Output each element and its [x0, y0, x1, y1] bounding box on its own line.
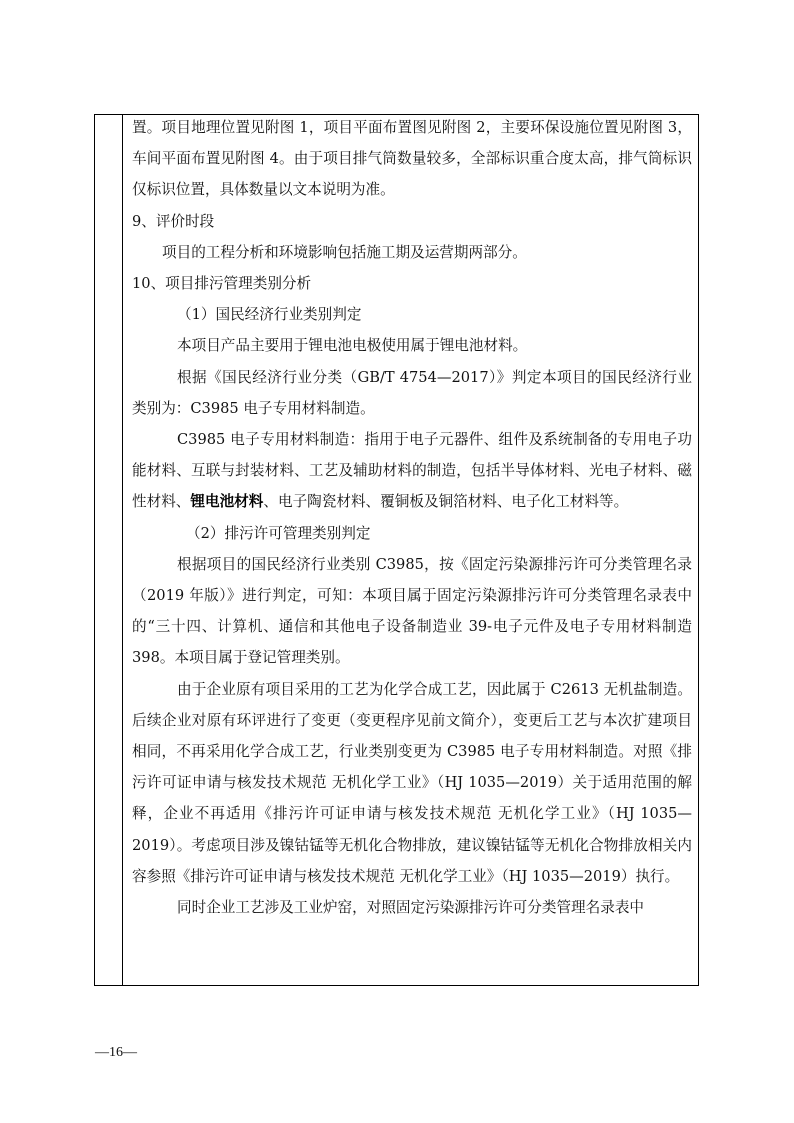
definition-text-before: C3985 电子专用材料制造：指用于电子元器件、组件及系统制备的专用电子功能材料、互联与封装材料、工艺及辅助材料的制造，包括半导体材料、光电子材料、磁性材料、 — [132, 431, 692, 511]
paragraph-c3985-definition — [132, 424, 692, 518]
paragraph-assessment-period: 项目的工程分析和环境影响包括施工期及运营期两部分。 — [162, 243, 527, 261]
paragraph-industry-classification: 根据《国民经济行业分类（GB/T 4754—2017）》判定本项目的国民经济行业类别为：C3985 电子专用材料制造。 — [132, 368, 692, 417]
subheading-industry-category: （1）国民经济行业类别判定 — [177, 306, 362, 324]
document-body — [132, 112, 692, 923]
definition-text-after: 、电子陶瓷材料、覆铜板及铜箔材料、电子化工材料等。 — [263, 493, 629, 511]
paragraph-industrial-kiln: 同时企业工艺涉及工业炉窑，对照固定污染源排污许可分类管理名录表中 — [177, 899, 645, 917]
paragraph-product-use: 本项目产品主要用于锂电池电极使用属于锂电池材料。 — [177, 337, 528, 355]
section-heading-9: 9、评价时段 — [132, 212, 215, 230]
highlighted-term: 锂电池材料 — [190, 493, 264, 511]
subheading-permit-category: （2）排污许可管理类别判定 — [186, 524, 371, 542]
section-heading-10: 10、项目排污管理类别分析 — [132, 275, 312, 293]
paragraph-permit-classification: 根据项目的国民经济行业类别 C3985，按《固定污染源排污许可分类管理名录（2019 年版）》进行判定，可知：本项目属于固定污染源排污许可分类管理名录表中的“三十四、计算机、通信和其他电子设备制造业 39-电子元件及电子专用材料制造 398。本项目属于登记管理类别。 — [132, 555, 692, 667]
table-column-divider — [122, 114, 123, 986]
page-number: —16— — [95, 1045, 137, 1060]
paragraph-figure-references: 置。项目地理位置见附图 1，项目平面布置图见附图 2，主要环保设施位置见附图 3，车间平面布置见附图 4。由于项目排气筒数量较多，全部标识重合度太高，排气筒标识仅标识位置，具体数量以文本说明为准。 — [132, 119, 692, 199]
paragraph-process-change: 由于企业原有项目采用的工艺为化学合成工艺，因此属于 C2613 无机盐制造。后续企业对原有环评进行了变更（变更程序见前文简介），变更后工艺与本次扩建项目相同，不再采用化学合成工艺，行业类别变更为 C3985 电子专用材料制造。对照《排污许可证申请与核发技术规范 无机化学工业》（HJ 1035—2019）关于适用范围的解释，企业不再适用《排污许可证申请与核发技术规范 无机化学工业》（HJ 1035—2019）。考虑项目涉及镍钴锰等无机化合物排放，建议镍钴锰等无机化合物排放相关内容参照《排污许可证申请与核发技术规范 无机化学工业》（HJ 1035—2019）执行。 — [132, 680, 692, 885]
